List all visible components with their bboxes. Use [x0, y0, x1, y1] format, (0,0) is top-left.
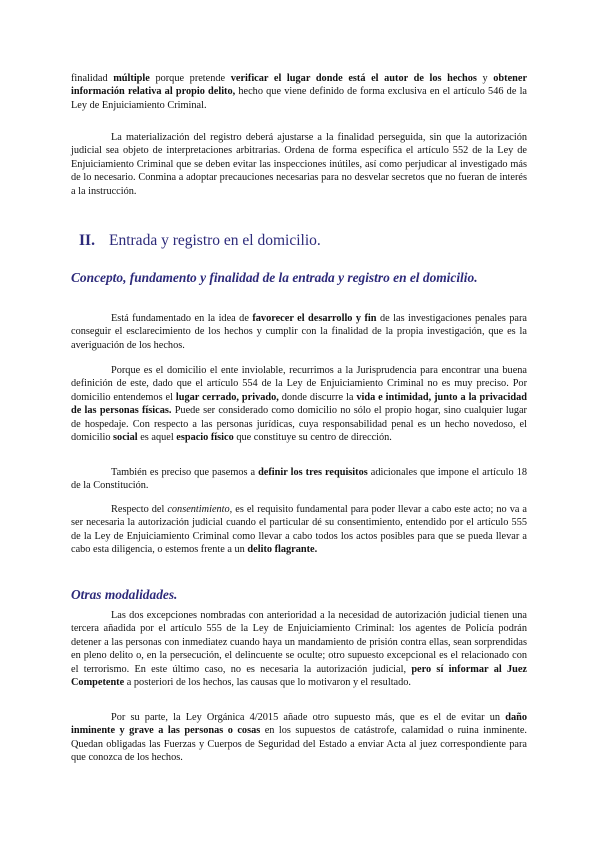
subheading-concepto: Concepto, fundamento y finalidad de la entrada y registro en el domicilio. [71, 270, 478, 285]
paragraph-fundamentado: Está fundamentado en la idea de favorecer el desarrollo y fin de las investigaciones penales para conseguir el esclarecimiento de los hechos y cumplir con la finalidad de la propia investigación, que es la averiguación de los hechos. [71, 313, 527, 351]
paragraph-requisitos: También es preciso que pasemos a definir los tres requisitos adicionales que impone el artículo 18 de la Constitución. [71, 467, 527, 492]
paragraph-materializacion: La materialización del registro deberá ajustarse a la finalidad perseguida, sin que la autorización judicial sea objeto de interpretaciones arbitrarias. Ordena de forma específica el artículo 552 de la Ley de Enjuiciamiento Criminal que se deben evitar las inspecciones inútiles, así como perjudicar al investigado más de lo necesario. Conmina a adoptar precauciones necesarias para no desvelar secretos que no fueran de interés a la instrucción. [71, 132, 527, 197]
paragraph-domicilio: Porque es el domicilio el ente inviolable, recurrimos a la Jurisprudencia para encontrar una buena definición de este, dado que el artículo 554 de la Ley de Enjuiciamiento Criminal no es muy preciso. Por domicilio entendemos el lugar cerrado, privado, donde discurre la vida e intimidad, junto a la privacidad de las personas físicas. Puede ser considerado como domicilio no sólo el propio hogar, sino cualquier lugar de hospedaje. Con respecto a las personas jurídicas, cuya responsabilidad penal es un hecho novedoso, el domicilio social es aquel espacio físico que constituye su centro de dirección. [71, 365, 528, 444]
paragraph-finalidad: finalidad múltiple porque pretende verificar el lugar donde está el autor de los hechos y obtener información relativa al propio delito, hecho que viene definido de forma exclusiva en el artículo 546 de la Ley de Enjuiciamiento Criminal. [71, 73, 528, 111]
paragraph-excepciones: Las dos excepciones nombradas con anterioridad a la necesidad de autorización judicial tienen una tercera añadida por el artículo 555 de la Ley de Enjuiciamiento Criminal: los agentes de Policía podrán detener a las personas con inmediatez cuando haya un mandamiento de prisión contra ellas, sean sorprendidas en pleno delito o, en la persecución, el delincuente se oculte; otro supuesto excepcional es el relacionado con el terrorismo. En este último caso, no es necesaria la autorización judicial, pero sí informar al Juez Competente a posteriori de los hechos, las causas que lo motivaron y el resultado. [71, 610, 527, 689]
paragraph-consentimiento: Respecto del consentimiento, es el requisito fundamental para poder llevar a cabo este acto; no va a ser necesaria la autorización judicial cuando el particular dé su consentimiento, entendido por el artículo 555 de la Ley de Enjuiciamiento Criminal como llevar a cabo todos los actos posibles para que se pueda llevar a cabo esta diligencia, o estemos frente a un delito flagrante. [71, 504, 527, 556]
section-heading-entrada-registro: II. Entrada y registro en el domicilio. [79, 232, 321, 249]
paragraph-ley-organica: Por su parte, la Ley Orgánica 4/2015 añade otro supuesto más, que es el de evitar un daño inminente y grave a las personas o cosas en los supuestos de catástrofe, calamidad o ruina inminente. Quedan obligadas las Fuerzas y Cuerpos de Seguridad del Estado a enviar Acta al juez correspondiente para que conozca de los hechos. [71, 712, 527, 764]
subheading-otras-modalidades: Otras modalidades. [71, 587, 178, 602]
